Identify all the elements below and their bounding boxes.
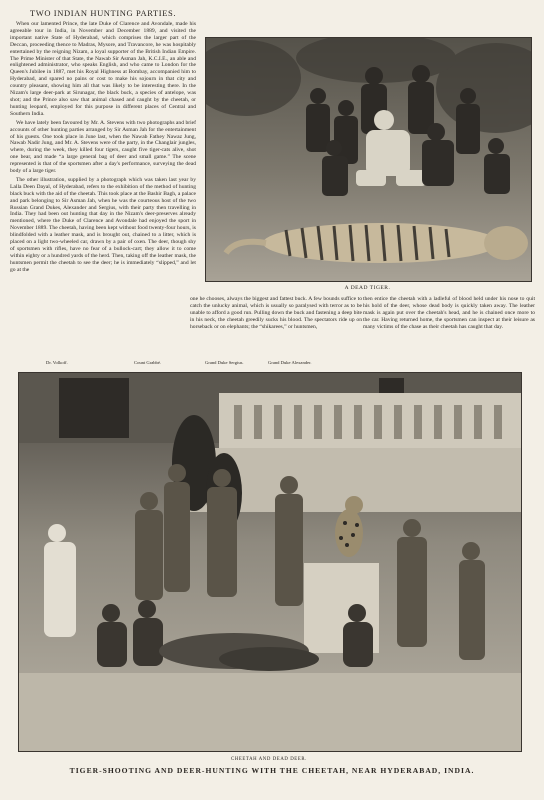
- tiger-photo-caption: A DEAD TIGER.: [344, 285, 391, 291]
- article-paragraph: We have lately been favoured by Mr. A. Stevens with two photographs and brief accounts of other hunting parties arranged by Sir Asman Jah for the entertainment of his guests. One took place in June last, when the Nawab Fathey Nawaz Jung, Nawab Nadir Jung, and Mr. A. Stevens were of the party, in the Changlair jungles, where, during the week, they killed four tigers, caught five tiger-cats alive, shot one bear, and made “a large general bag of deer and small game.” The scene represented is that of the sportsmen after a day's performance, surveying the dead body of a large tiger.: [10, 119, 196, 175]
- name-label: Grand Duke Sergius.: [205, 360, 244, 365]
- article-column: [10, 8, 196, 276]
- dead-tiger-photo: [205, 37, 532, 282]
- article-title: TWO INDIAN HUNTING PARTIES.: [29, 8, 177, 18]
- main-caption: TIGER-SHOOTING AND DEER-HUNTING WITH THE CHEETAH, NEAR HYDERABAD, INDIA.: [69, 766, 475, 775]
- cheetah-photo-caption: CHEETAH AND DEAD DEER.: [231, 757, 307, 762]
- article-continuation: [363, 296, 535, 331]
- article-paragraph: one he chooses, always the biggest and fattest buck. A few bounds suffice to catch the unlucky animal, which is usually so paralysed with terror as to be unable to afford a good run. Pulling down the buck and fastening a deep bite in his neck, the cheetah greedily sucks his blood. The spectators ride up on horseback or on elephants; the “shikarees,” or huntsmen,: [190, 296, 362, 330]
- article-paragraph: The other illustration, supplied by a photograph which was taken last year by Lalla Deen Dayal, of Hyderabad, refers to the exhibition of the method of hunting black buck with the aid of the cheetah. This took place at the Bashir Bagh, a palace and park belonging to Sir Asman Jah, when he was the courteous host of the two Russian Grand Dukes, Alexander and Sergius, with their party then travelling in India. They had been out hunting that day in the Nizam's deer-preserves already mentioned, where the Duke of Clarence and Avondale had enjoyed the sport in November 1889. The cheetah, having been kept without food twenty-four hours, is blindfolded with a leather mask, and is brought out, chained to a litter, which is placed on a light two-wheeled car, drawn by a pair of oxen. The deer, though shy of sportsmen with rifles, have no fear of a bullock-cart; they allow it to come within eighty or a hundred yards of the herd. Then, taking off the leather mask, the huntsmen permit the cheetah to see the deer; he is immediately “slipped,” and let go at the: [10, 176, 196, 273]
- name-label: Grand Duke Alexander.: [268, 360, 312, 365]
- article-paragraph: When our lamented Prince, the late Duke of Clarence and Avondale, made his agreeable tour in India, in November and December 1889, and visited the important native State of Hyderabad, which comprises the larger part of the Deccan, proceeding thence to Madras, Mysore, and Travancore, he was hospitably entertained by the reigning Nizam, a loyal supporter of the British Indian Empire. The Prime Minister of that State, the Nawab Sir Asman Jah, K.C.I.E., an able and enlightened administrator, who speaks English, and who came to London for the Queen's Jubilee in 1887, met his Royal Highness at Bombay, accompanied him to Hyderabad, and spared no pains or cost to make his sojourn in that city and country pleasant, showing him all that was likely to be interesting there. In the Nizam's large deer-park at Sirunagar, the black buck, a species of antelope, was shot; and the Prince also saw that animal chased and caught by the cheetah, or hunting leopard, employed for this purpose in different places of Central and Southern India.: [10, 21, 196, 117]
- cheetah-deer-photo: [18, 372, 522, 752]
- article-continuation: [190, 296, 362, 331]
- article-paragraph: then entice the cheetah with a ladleful of blood held under his nose to quit his hold of the deer, whose dead body is quickly taken away. The leather mask is again put over the cheetah's head, and he is chained once more to the car. Having returned home, the sportsmen can inspect at their leisure as many victims of the chase as their cheetah has caught that day.: [363, 296, 535, 330]
- name-label: Count Grabbé.: [134, 360, 162, 365]
- name-label: Dr. Volkoff.: [46, 360, 68, 365]
